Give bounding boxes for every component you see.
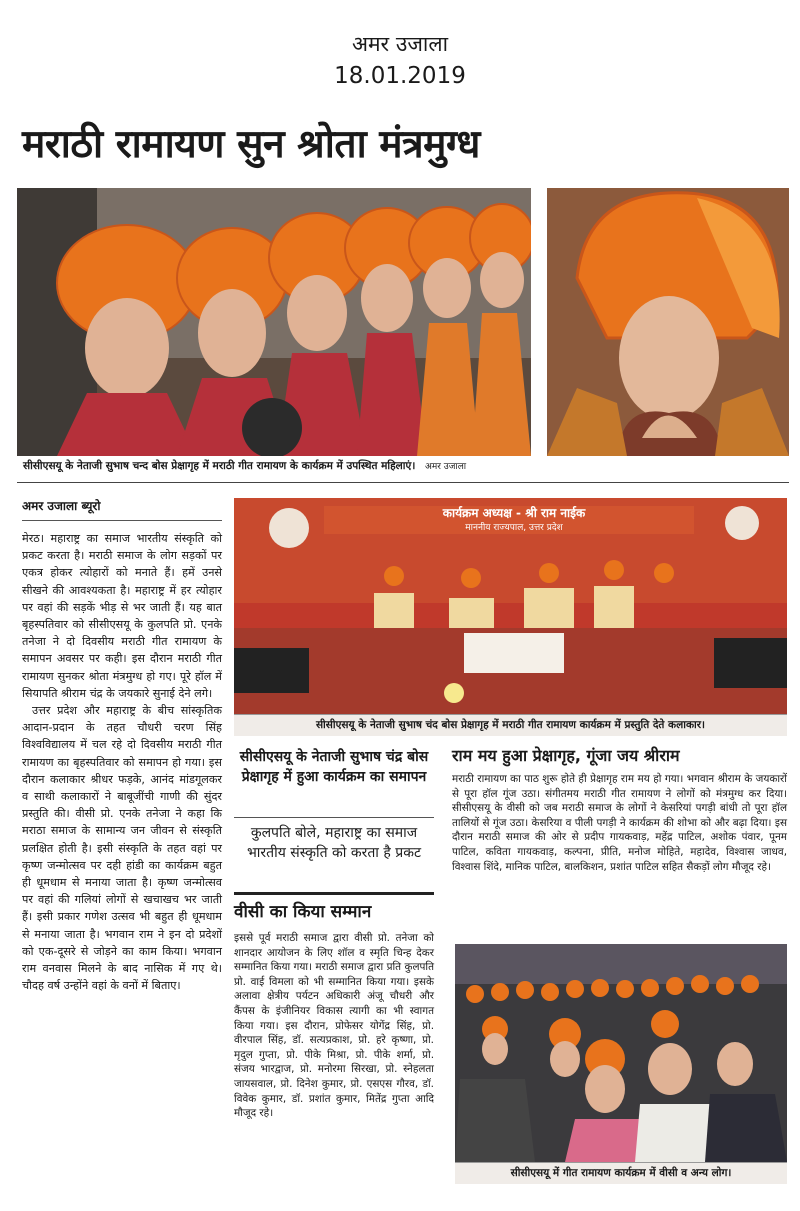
stage-banner-title: कार्यक्रम अध्यक्ष - श्री राम नाईक bbox=[442, 506, 586, 520]
right-article-body: मराठी रामायण का पाठ शुरू होते ही प्रेक्षागृह राम मय हो गया। भगवान श्रीराम के जयकारों से पूरा हॉल गूंज उठा। संगीतमय मराठी गीत रामायण ने लोगों को मंत्रमुग्ध कर दिया। सीसीएसयू के वीसी को जब मराठी समाज के लोगों ने केसरियां पगड़ी बांधी तो पूरा हॉल तालियों से गूंज उठा। केसरिया व पीली पगड़ी ने कार्यक्रम की शोभा को और बढ़ा दिया। इस दौरान मराठी समाज की ओर से प्रदीप गायकवाड़, महेंद्र पाटिल, अशोक पंवार, पूनम पाटिल, कविता गायकवाड़, कल्पना, प्रीति, मनोज मोहिते, महादेव, विश्वास जाधव, विश्वास शिंदे, मानिक पाटिल, बालकिशन, प्रशांत पाटिल सहित सैकड़ों लोग मौजूद रहे। bbox=[452, 773, 787, 873]
stage-banner-subtitle: माननीय राज्यपाल, उत्तर प्रदेश bbox=[465, 523, 563, 533]
audience-photo-caption: सीसीएसयू में गीत रामायण कार्यक्रम में वीसी व अन्य लोग। bbox=[455, 1162, 787, 1184]
section-title-rule bbox=[234, 892, 434, 895]
vc-honoured-title: वीसी का किया सम्मान bbox=[234, 902, 372, 922]
women-audience-photo bbox=[17, 188, 531, 456]
top-photo-caption bbox=[17, 456, 789, 478]
subheading-2: कुलपति बोले, महाराष्ट्र का समाज भारतीय संस्कृति को करता है प्रकट bbox=[246, 825, 422, 861]
subheading-1: सीसीएसयू के नेताजी सुभाष चंद्र बोस प्रेक्षागृह में हुआ कार्यक्रम का समापन bbox=[239, 749, 429, 785]
publication-date: 18.01.2019 bbox=[334, 63, 466, 89]
subhead-rule bbox=[234, 817, 434, 818]
left-article-column bbox=[22, 530, 222, 994]
headline: मराठी रामायण सुन श्रोता मंत्रमुग्ध bbox=[22, 122, 480, 167]
audience-photo bbox=[455, 944, 787, 1162]
left-paragraph-1: मेरठ। महाराष्ट्र का समाज भारतीय संस्कृति को प्रकट करता है। मराठी समाज के लोग सड़कों पर एकत्र होकर त्योहारों को मनाते हैं। हमें उनसे सीखने की आवश्यकता है। महाराष्ट्र में हर त्योहार पर वहां की सड़कें भीड़ से भर जाती हैं। यह बात बृहस्पतिवार को सीसीएसयू के कुलपति प्रो. एनके तनेजा ने दो दिवसीय मराठी गीत रामायण के समापन अवसर पर कही। इस दौरान मराठी गीत रामायण सुनकर श्रोता मंत्रमुग्ध हो गए। पूरे हॉल में सियापति श्रीराम चंद्र के जयकारे सुनाई देने लगे। bbox=[22, 532, 222, 700]
section-divider bbox=[17, 482, 789, 483]
woman-portrait-photo bbox=[547, 188, 789, 456]
bureau-byline: अमर उजाला ब्यूरो bbox=[22, 499, 101, 513]
middle-article-body: इससे पूर्व मराठी समाज द्वारा वीसी प्रो. तनेजा को शानदार आयोजन के लिए शॉल व स्मृति चिन्ह देकर सम्मानित किया गया। मराठी समाज द्वारा प्रति कुलपति प्रो. वाई विमला को भी सम्मानित किया गया। इसके अलावा क्षेत्रीय पर्यटन अधिकारी अंजू चौधरी और कैंपस के इंजीनियर विकास त्यागी का भी स्वागत किया गया। इस दौरान, प्रोफेसर योगेंद्र सिंह, प्रो. वीरपाल सिंह, डॉ. सत्यप्रकाश, प्रो. हरे कृष्णा, प्रो. मृदुल गुप्ता, प्रो. पीके मिश्रा, प्रो. पीके शर्मा, प्रो. संजय भारद्वाज, प्रो. मनोरमा सिरखा, प्रो. स्नेहलता जायसवाल, प्रो. दिनेश कुमार, प्रो. एसएस गौरव, डॉ. विवेक कुमार, डॉ. प्रशांत कुमार, मितेंद्र गुप्ता आदि मौजूद रहे। bbox=[234, 932, 434, 1120]
photo-credit: अमर उजाला bbox=[424, 462, 467, 472]
left-paragraph-2: उत्तर प्रदेश और महाराष्ट्र के बीच सांस्कृतिक आदान-प्रदान के तहत चौधरी चरण सिंह विश्वविद्यालय में चल रहे दो दिवसीय मराठी गीत रामायण का बृहस्पतिवार को समापन हो गया। इस दौरान कलाकार श्रीधर फड़के, आनंद मांडगूलकर व साथी कलाकारों ने बाबूजींची गाणी की सुंदर प्रस्तुति की। वीसी प्रो. एनके तनेजा ने कहा कि मराठा समाज के सामान्य जन जीवन से संस्कृति प्रलक्षित होती है। इसी संस्कृति के तहत वहां पर कृष्ण जन्मोत्सव पर दही हांडी का कार्यक्रम बहुत ही धूमधाम से मनाया जाता है। कृष्ण जन्मोत्सव पर वहां की गलियां लोगों से खचाखच भर जाती हैं। इसी प्रकार गणेश उत्सव भी बहुत ही धूमधाम से मनाया जाता है। भगवान राम ने इन दो प्रदेशों को एक-दूसरे से जोड़ने का काम किया। भगवान राम वनवास मिलने के बाद नासिक में गए थे। चौदह वर्ष उन्होंने वहां के वनों में बिताए। bbox=[22, 704, 222, 993]
stage-performance-photo bbox=[234, 498, 787, 714]
newspaper-name: अमर उजाला bbox=[351, 32, 449, 56]
right-section-title: राम मय हुआ प्रेक्षागृह, गूंजा जय श्रीराम bbox=[452, 746, 680, 765]
byline-rule bbox=[22, 520, 222, 521]
top-caption-text: सीसीएसयू के नेताजी सुभाष चन्द बोस प्रेक्षागृह में मराठी गीत रामायण के कार्यक्रम में उपस्थित महिलाएं। bbox=[23, 460, 416, 472]
stage-photo-caption: सीसीएसयू के नेताजी सुभाष चंद बोस प्रेक्षागृह में मराठी गीत रामायण कार्यक्रम में प्रस्तुति देते कलाकार। bbox=[234, 714, 787, 736]
